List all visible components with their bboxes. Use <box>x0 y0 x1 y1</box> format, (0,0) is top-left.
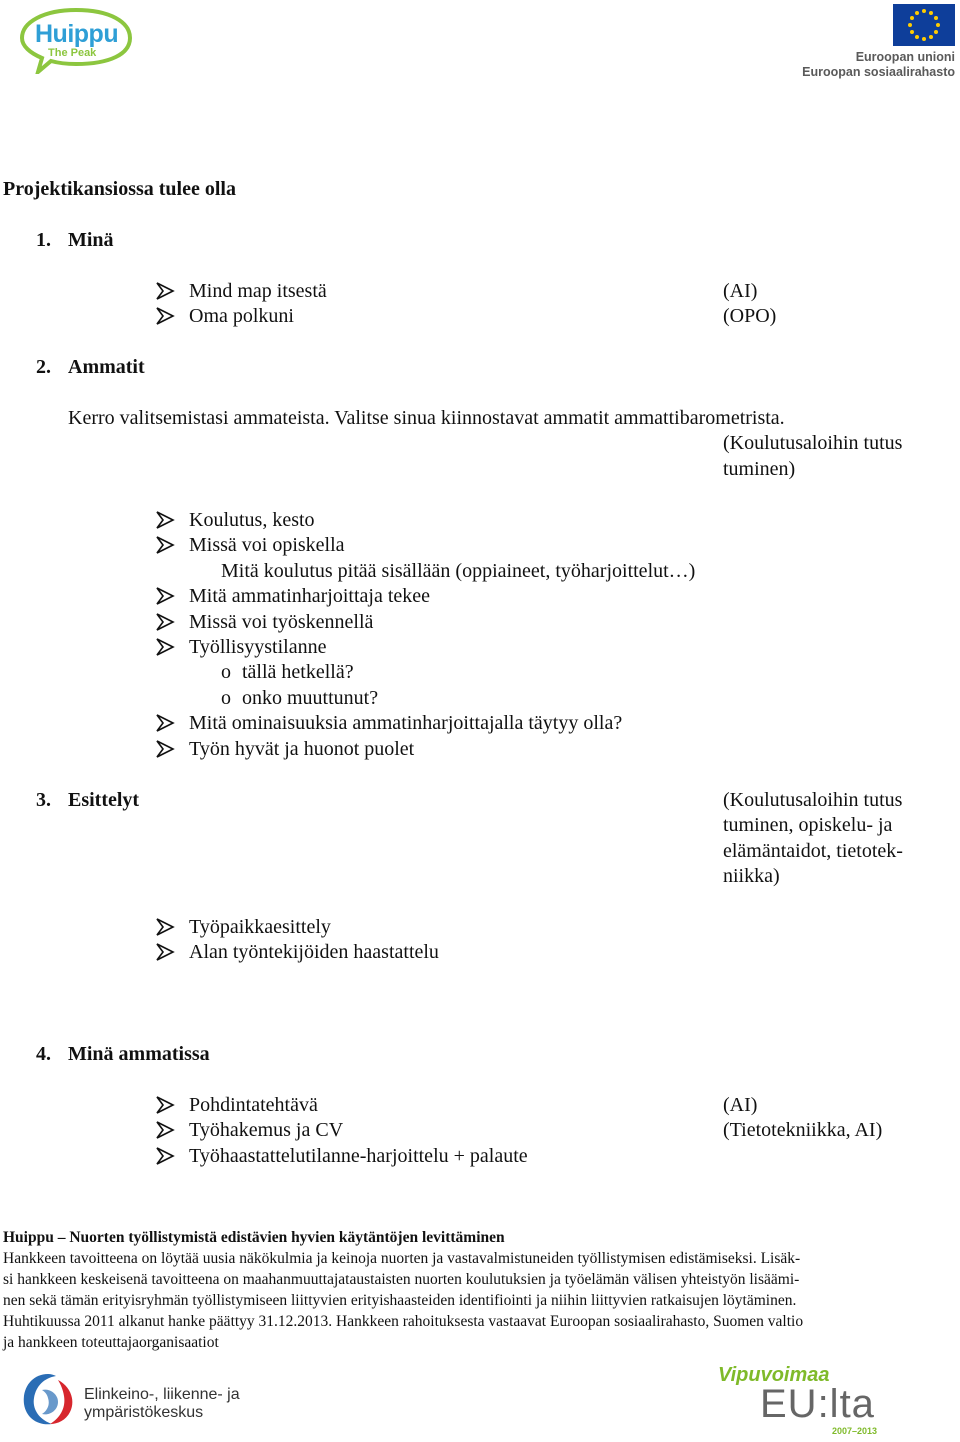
section-4-number: 4. <box>36 1043 51 1065</box>
section-2-heading: Ammatit <box>68 356 145 378</box>
section-3-note-line2: tuminen, opiskelu- ja <box>723 814 893 836</box>
ely-logo-line2: ympäristökeskus <box>84 1404 204 1421</box>
eu-logo-line1: Euroopan unioni <box>855 50 955 64</box>
huippu-logo-text: Huippu <box>35 20 119 48</box>
arrow-bullet-icon <box>155 637 175 657</box>
list-item: Koulutus, kesto <box>189 509 315 531</box>
footer-line: ja hankkeen toteuttajaorganisaatiot <box>3 1334 219 1351</box>
list-item: Työhakemus ja CV <box>189 1119 344 1141</box>
arrow-bullet-icon <box>155 1146 175 1166</box>
list-item: Mitä ammatinharjoittaja tekee <box>189 585 431 607</box>
list-item: Työhaastattelutilanne-harjoittelu + palaute <box>189 1145 528 1167</box>
sub-bullet: o <box>221 687 231 709</box>
footer-line: Huhtikuussa 2011 alkanut hanke päättyy 31.12.2013. Hankkeen rahoituksesta vastaavat Euroopan sosiaalirahasto, Suomen valtio <box>3 1313 804 1330</box>
arrow-bullet-icon <box>155 917 175 937</box>
huippu-logo-subtext: The Peak <box>48 47 97 59</box>
arrow-bullet-icon <box>155 1095 175 1115</box>
list-item: Työpaikkaesittely <box>189 916 331 938</box>
footer-line: Hankkeen tavoitteena on löytää uusia näkökulmia ja keinoja nuorten ja vastavalmistuneiden työllistymisen edistämiseksi. Lisäk- <box>3 1250 801 1267</box>
section-3-note-line4: niikka) <box>723 865 780 887</box>
list-item: Oma polkuni <box>189 305 294 327</box>
eu-logo-line2: Euroopan sosiaalirahasto <box>802 65 955 79</box>
arrow-bullet-icon <box>155 713 175 733</box>
section-3-heading: Esittelyt <box>68 789 140 811</box>
list-item: Missä voi opiskella <box>189 534 345 556</box>
section-2-intro: Kerro valitsemistasi ammateista. Valitse sinua kiinnostavat ammatit ammattibarometrista. <box>68 407 785 429</box>
arrow-bullet-icon <box>155 739 175 759</box>
list-item-note: (OPO) <box>723 305 777 327</box>
list-item: Mind map itsestä <box>189 280 327 302</box>
list-item: Työllisyystilanne <box>189 636 327 658</box>
section-2-note-line1: (Koulutusaloihin tutus <box>723 432 903 454</box>
sub-list-item: onko muuttunut? <box>242 687 379 709</box>
arrow-bullet-icon <box>155 586 175 606</box>
arrow-bullet-icon <box>155 281 175 301</box>
list-item-note: (AI) <box>723 1094 758 1116</box>
list-item: Mitä ominaisuuksia ammatinharjoittajalla täytyy olla? <box>189 712 623 734</box>
arrow-bullet-icon <box>155 306 175 326</box>
list-item: Työn hyvät ja huonot puolet <box>189 738 415 760</box>
list-item-continuation: Mitä koulutus pitää sisällään (oppiaineet, työharjoittelut…) <box>221 560 696 582</box>
list-item: Missä voi työskennellä <box>189 611 374 633</box>
section-3-number: 3. <box>36 789 51 811</box>
arrow-bullet-icon <box>155 535 175 555</box>
list-item: Alan työntekijöiden haastattelu <box>189 941 439 963</box>
sub-list-item: tällä hetkellä? <box>242 661 354 683</box>
vipuvoimaa-eulta-text: EU:lta <box>760 1382 875 1426</box>
list-item: Pohdintatehtävä <box>189 1094 318 1116</box>
list-item-note: (Tietotekniikka, AI) <box>723 1119 883 1141</box>
section-3-note-line1: (Koulutusaloihin tutus <box>723 789 903 811</box>
arrow-bullet-icon <box>155 510 175 530</box>
huippu-logo <box>18 6 134 74</box>
footer-line: nen sekä tämän erityisryhmän työllistymiseen liittyvien erityishaasteiden identifiointi ja niihin liittyvien ratkaisujen löytäminen. <box>3 1292 797 1309</box>
footer-line: si hankkeen keskeisenä tavoitteena on maahanmuuttajataustaisten nuorten koulutuksien ja työelämän välisen yhteistyön lisäämi- <box>3 1271 800 1288</box>
section-2-note-line2: tuminen) <box>723 458 796 480</box>
section-2-number: 2. <box>36 356 51 378</box>
arrow-bullet-icon <box>155 612 175 632</box>
eu-logo-text <box>802 50 955 80</box>
eu-flag-icon <box>893 4 955 46</box>
sub-bullet: o <box>221 661 231 683</box>
arrow-bullet-icon <box>155 1120 175 1140</box>
ely-logo-icon <box>18 1368 78 1430</box>
section-4-heading: Minä ammatissa <box>68 1043 210 1065</box>
ely-logo-line1: Elinkeino-, liikenne- ja <box>84 1386 240 1403</box>
vipuvoimaa-logo-text: Vipuvoimaa <box>718 1364 830 1386</box>
list-item-note: (AI) <box>723 280 758 302</box>
footer-heading: Huippu – Nuorten työllistymistä edistävien hyvien käytäntöjen levittäminen <box>3 1229 505 1246</box>
arrow-bullet-icon <box>155 942 175 962</box>
page-title: Projektikansiossa tulee olla <box>3 178 236 200</box>
section-3-note-line3: elämäntaidot, tietotek- <box>723 840 903 862</box>
ely-logo-text <box>84 1386 240 1422</box>
section-1-heading: Minä <box>68 229 114 251</box>
vipuvoimaa-years-text: 2007–2013 <box>832 1426 878 1436</box>
section-1-number: 1. <box>36 229 51 251</box>
